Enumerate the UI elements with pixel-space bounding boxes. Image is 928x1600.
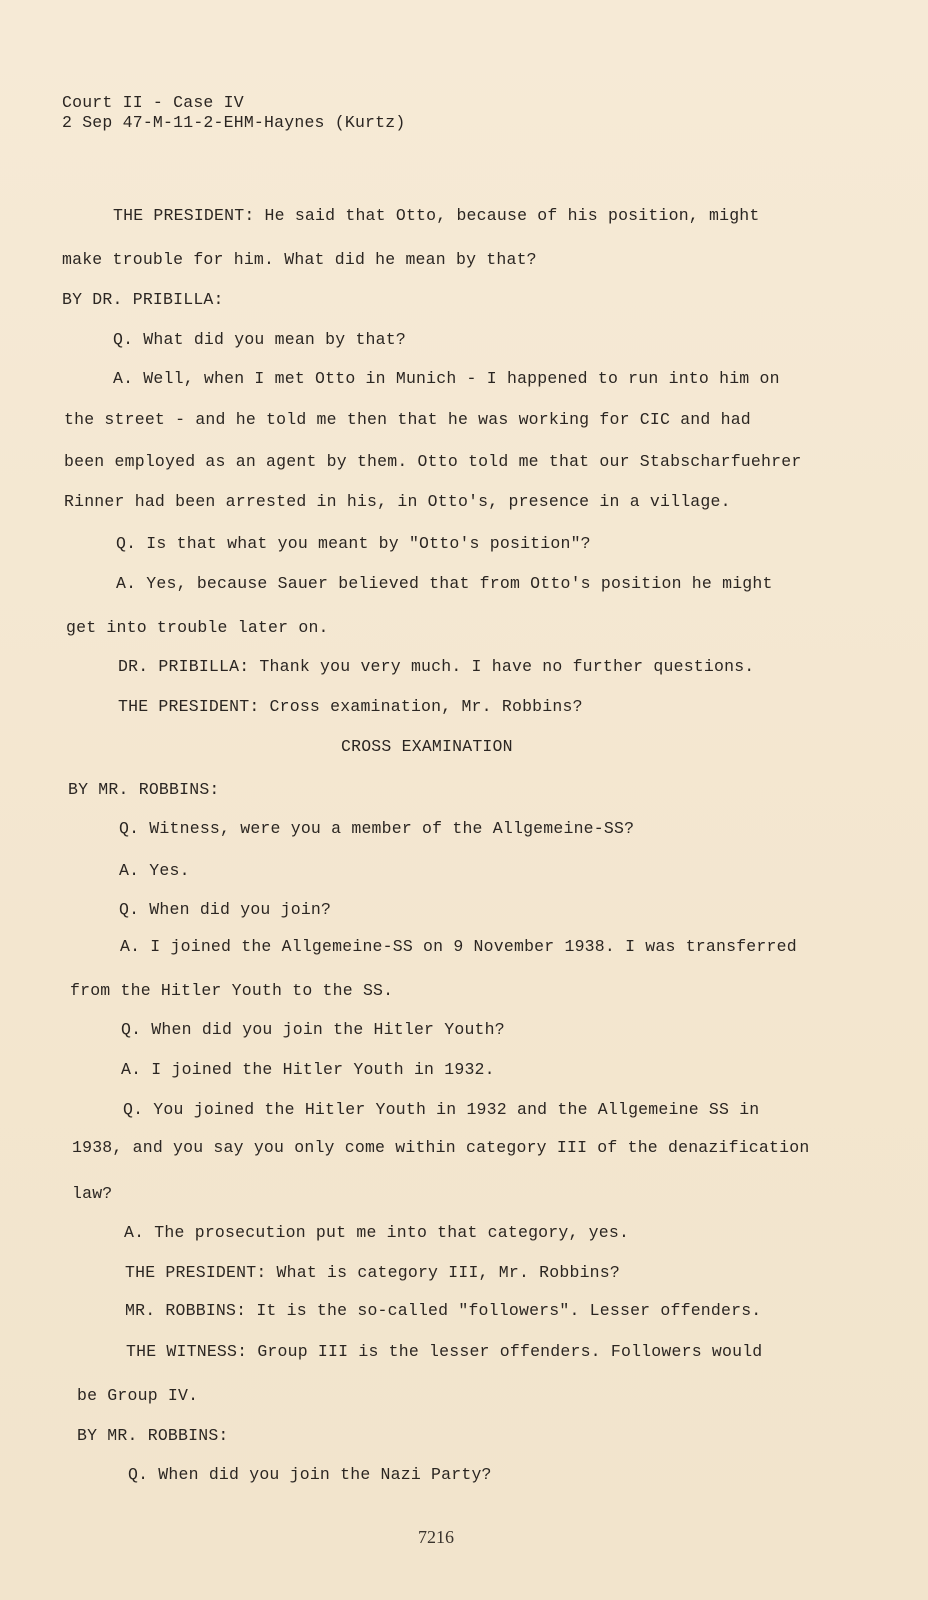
transcript-line: A. Well, when I met Otto in Munich - I happened to run into him on bbox=[113, 369, 780, 388]
transcript-line: Q. When did you join? bbox=[119, 900, 332, 919]
page-number: 7216 bbox=[418, 1527, 454, 1547]
examiner-heading: BY MR. ROBBINS: bbox=[68, 780, 220, 799]
transcript-line: get into trouble later on. bbox=[66, 618, 329, 637]
transcript-line: DR. PRIBILLA: Thank you very much. I have no further questions. bbox=[118, 657, 755, 676]
transcript-line: law? bbox=[72, 1184, 113, 1203]
transcript-line: Q. When did you join the Nazi Party? bbox=[128, 1465, 492, 1484]
transcript-line: A. I joined the Hitler Youth in 1932. bbox=[121, 1060, 495, 1079]
examiner-heading: BY DR. PRIBILLA: bbox=[62, 290, 224, 309]
transcript-line: THE PRESIDENT: Cross examination, Mr. Robbins? bbox=[118, 697, 583, 716]
transcript-line: been employed as an agent by them. Otto told me that our Stabscharfuehrer bbox=[64, 452, 802, 471]
transcript-line: A. I joined the Allgemeine-SS on 9 November 1938. I was transferred bbox=[120, 937, 797, 956]
transcript-line: MR. ROBBINS: It is the so-called "followers". Lesser offenders. bbox=[125, 1301, 762, 1320]
transcript-line: A. Yes. bbox=[119, 861, 190, 880]
transcript-line: 1938, and you say you only come within category III of the denazification bbox=[72, 1138, 810, 1157]
transcript-line: Rinner had been arrested in his, in Otto's, presence in a village. bbox=[64, 492, 731, 511]
transcript-line: be Group IV. bbox=[77, 1386, 199, 1405]
section-heading-cross-examination: CROSS EXAMINATION bbox=[341, 737, 513, 756]
transcript-line: the street - and he told me then that he was working for CIC and had bbox=[64, 410, 751, 429]
transcript-line: A. The prosecution put me into that category, yes. bbox=[124, 1223, 630, 1242]
transcript-line: from the Hitler Youth to the SS. bbox=[70, 981, 394, 1000]
transcript-line: THE PRESIDENT: He said that Otto, because of his position, might bbox=[113, 206, 760, 225]
transcript-line: THE PRESIDENT: What is category III, Mr. Robbins? bbox=[125, 1263, 620, 1282]
header-court-case: Court II - Case IV bbox=[62, 93, 244, 112]
transcript-line: THE WITNESS: Group III is the lesser offenders. Followers would bbox=[126, 1342, 763, 1361]
transcript-line: Q. What did you mean by that? bbox=[113, 330, 406, 349]
header-session-id: 2 Sep 47-M-11-2-EHM-Haynes (Kurtz) bbox=[62, 113, 406, 132]
transcript-line: A. Yes, because Sauer believed that from Otto's position he might bbox=[116, 574, 773, 593]
transcript-line: Q. When did you join the Hitler Youth? bbox=[121, 1020, 505, 1039]
transcript-line: Q. Is that what you meant by "Otto's position"? bbox=[116, 534, 591, 553]
transcript-line: Q. You joined the Hitler Youth in 1932 and the Allgemeine SS in bbox=[123, 1100, 760, 1119]
transcript-line: make trouble for him. What did he mean by that? bbox=[62, 250, 537, 269]
transcript-line: Q. Witness, were you a member of the Allgemeine-SS? bbox=[119, 819, 635, 838]
examiner-heading: BY MR. ROBBINS: bbox=[77, 1426, 229, 1445]
